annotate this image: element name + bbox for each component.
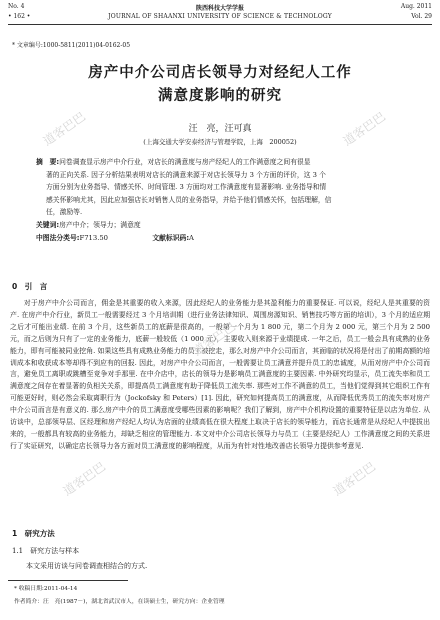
clc-label: 中图法分类号: — [36, 233, 80, 242]
affiliation: (上海交通大学安泰经济与管理学院，上海 200052) — [143, 138, 297, 146]
abstract-text: 问卷调查显示房产中介行业，对店长的满意度与房产经纪人的工作满意度之间有很显 — [59, 158, 311, 166]
abstract-block — [36, 156, 406, 244]
watermark: 道客巴巴 — [340, 109, 388, 149]
classification-line — [36, 232, 406, 245]
abstract-line — [36, 156, 406, 169]
subsection-text: 本文采用访谈与问卷调查相结合的方式. — [26, 562, 148, 570]
clc-value: F713.50 — [79, 233, 108, 242]
intro-body — [10, 298, 430, 520]
article-title-line2: 满意度影响的研究 — [158, 88, 282, 104]
author-bio-footnote: 作者简介：汪 亮(1987－)，湖北省武汉市人，在读硕士生，研究方向：企业管理 — [14, 599, 225, 605]
doc-code-label: 文献标识码: — [152, 233, 190, 242]
watermark: 道客巴巴 — [40, 109, 88, 149]
journal-title-cn: 陕西科技大学学报 — [195, 5, 244, 12]
header-rule — [8, 24, 432, 25]
article-title-line1: 房产中介公司店长领导力对经纪人工作 — [88, 65, 352, 81]
section-heading-intro: 0 引 言 — [12, 282, 48, 291]
intro-paragraph: 对于房产中介公司而言，佣金是其重要的收入来源，因此经纪人的业务能力是其盈利能力的重要保证. 可以说，经纪人是其重要的资产. 在房产中介行业，新员工一般需要经过 3 个月培训期（进行业务法律知识、周围房源知识、销售技巧等方面的培训），3 个月的适应期之后才可能出业绩. 在前 3 个月，这些新员工的底薪是很高的，一般第一个月为 1 800 元，第二个月为 2 000 元，第三个月为 2 500 元，而之后则为只有了一定的业务能力，底薪一般较低（1 000 元），主要收入则来源于业绩提成. 一年之后，员工一般会具有成熟的业务能力，即有可能被同业挖角. 如果这些具有成熟业务能力的员工被挖走，那么对房产中介公司而言，其面临的状况将是付出了前期高额的培训成本和收获成本等却得不到应有的回报. 因此，对房产中介公司而言，一般需要让员工满意并提升员工的忠诚度，从而对房产中介公司而言，避免员工离职或跳槽至竞争对手那里. 在中介店中，店长的领导力是影响员工满意度的主要因素. 中外研究均显示，员工流失率和员工满意度之间存在着显著的负相关关系，即提高员工满意度有助于降低员工流失率. 那些对工作不满意的员工，当他们觉得到其它组织工作有可能更好时，则必然会采取离职行为（Jockofsky 和 Peters）[1]. 因此，研究如何提高员工的满意度，从而降低优秀员工的流失率对房产中介公司而言是有意义的. 那么房产中介的员工满意度受哪些因素的影响呢？我们了解到，房产中介机构设置的重要特征是以店为单位. 从访谈中，总部领导层、区经理和房产经纪人均认为店面的业绩高低在很大程度上取决于店长的领导能力，而店长通常是从经纪人中提拔出来的，一般都具有较高的业务能力，却缺乏相应的管理能力. 本文对中介公司店长领导力与员工（主要是经纪人）工作满意度之间的关系进行了实证研究，以确定店长领导力各方面对员工满意度的影响程度，从而为有针对性地改善店长领导力提供参考意见. — [10, 299, 430, 450]
article-number: * 文章编号:1000-5811(2011)04-0162-05 — [12, 42, 131, 49]
footnote-rule — [8, 580, 128, 581]
abstract-line: 任，激励等. — [46, 208, 83, 217]
abstract-label: 摘 要: — [36, 158, 60, 166]
volume-number: Vol. 29 — [411, 13, 432, 20]
issue-number: No. 4 — [8, 3, 25, 10]
watermark: 道客巴巴 — [190, 319, 238, 359]
doc-code-value: A — [189, 233, 194, 242]
abstract-line: 著的正向关系. 因子分析结果表明对店长的满意来源于对店长领导力 3 个方面的评价，这 3 个 — [46, 170, 326, 179]
issue-date: Aug. 2011 — [400, 3, 432, 10]
keywords-text: 房产中介；领导力；满意度 — [59, 220, 141, 229]
authors: 汪 亮，汪可真 — [188, 124, 252, 134]
keywords-line — [36, 219, 406, 232]
section-heading-methods: 1 研究方法 — [12, 529, 55, 538]
page-number: • 162 • — [8, 13, 31, 20]
abstract-line: 感关怀影响尤其，因此应加强店长对销售人员的业务指导，并给予他们情感关怀，包括理解，信 — [46, 195, 332, 204]
subsection-heading: 1.1 研究方法与样本 — [12, 547, 80, 555]
journal-title-en: JOURNAL OF SHAANXI UNIVERSITY OF SCIENCE & TECHNOLOGY — [108, 13, 332, 20]
watermark: 道客巴巴 — [60, 459, 108, 499]
abstract-line: 方面分别为业务指导、情感关怀、时间管理. 3 方面均对工作满意度有显著影响. 业务指导和情 — [46, 183, 327, 192]
watermark: 道客巴巴 — [330, 459, 378, 499]
keywords-label: 关键词: — [36, 220, 60, 229]
received-date-footnote: * 收稿日期:2011-04-14 — [14, 586, 78, 592]
